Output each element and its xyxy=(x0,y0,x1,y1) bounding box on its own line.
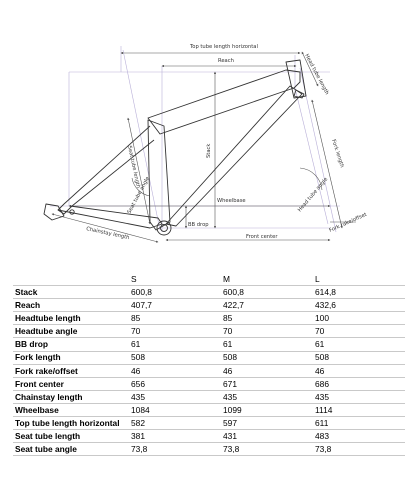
row-label: Headtube length xyxy=(13,312,129,325)
cell-size-s: 73,8 xyxy=(129,443,221,456)
cell-size-s: 656 xyxy=(129,377,221,390)
label-seat-tube-length: Seat tube length xyxy=(126,145,141,189)
cell-size-l: 435 xyxy=(313,390,405,403)
cell-size-s: 381 xyxy=(129,430,221,443)
label-front-center: Front center xyxy=(246,234,278,240)
cell-size-s: 582 xyxy=(129,417,221,430)
frame-outline xyxy=(44,60,306,235)
cell-size-s: 61 xyxy=(129,338,221,351)
row-label: Reach xyxy=(13,299,129,312)
table-header-size-m: M xyxy=(221,273,313,286)
cell-size-m: 597 xyxy=(221,417,313,430)
cell-size-m: 431 xyxy=(221,430,313,443)
top-tube-shape xyxy=(148,70,300,134)
cell-size-m: 61 xyxy=(221,338,313,351)
row-label: BB drop xyxy=(13,338,129,351)
dim-fork-length xyxy=(312,100,342,228)
cell-size-l: 432,6 xyxy=(313,299,405,312)
cell-size-s: 85 xyxy=(129,312,221,325)
table-row xyxy=(13,286,405,299)
cell-size-m: 422,7 xyxy=(221,299,313,312)
row-label: Stack xyxy=(13,286,129,299)
table-row xyxy=(13,325,405,338)
cell-size-l: 61 xyxy=(313,338,405,351)
cell-size-m: 85 xyxy=(221,312,313,325)
cell-size-m: 46 xyxy=(221,364,313,377)
label-head-tube-length: Head tube length xyxy=(303,53,330,96)
seat-stay-shape xyxy=(58,126,154,214)
cell-size-s: 435 xyxy=(129,390,221,403)
cell-size-l: 70 xyxy=(313,325,405,338)
cell-size-m: 600,8 xyxy=(221,286,313,299)
row-label: Fork rake/offset xyxy=(13,364,129,377)
row-label: Wheelbase xyxy=(13,403,129,416)
down-tube-shape xyxy=(166,86,302,226)
cell-size-s: 600,8 xyxy=(129,286,221,299)
label-fork-length: Fork length xyxy=(330,138,345,169)
row-label: Top tube length horizontal xyxy=(13,417,129,430)
table-header-size-s: S xyxy=(129,273,221,286)
cell-size-l: 611 xyxy=(313,417,405,430)
table-row xyxy=(13,430,405,443)
cell-size-l: 100 xyxy=(313,312,405,325)
label-head-tube-angle: Head tube angle xyxy=(296,176,330,214)
cell-size-l: 686 xyxy=(313,377,405,390)
cell-size-l: 483 xyxy=(313,430,405,443)
table-header-size-l: L xyxy=(313,273,405,286)
table-row xyxy=(13,390,405,403)
cell-size-m: 508 xyxy=(221,351,313,364)
chain-stay-shape xyxy=(58,206,162,228)
label-seat-tube-angle: Seat tube angle xyxy=(126,175,152,215)
table-row xyxy=(13,377,405,390)
label-fork-rake-offset: Fork rake/offset xyxy=(328,211,368,234)
cell-size-l: 508 xyxy=(313,351,405,364)
table-row xyxy=(13,299,405,312)
cell-size-m: 70 xyxy=(221,325,313,338)
cell-size-l: 614,8 xyxy=(313,286,405,299)
table-row xyxy=(13,312,405,325)
table-row xyxy=(13,403,405,416)
row-label: Seat tube angle xyxy=(13,443,129,456)
seat-tube-shape xyxy=(148,120,170,230)
cell-size-s: 46 xyxy=(129,364,221,377)
table-row xyxy=(13,417,405,430)
label-stack: Stack xyxy=(206,143,212,158)
cell-size-m: 435 xyxy=(221,390,313,403)
dim-chainstay xyxy=(52,214,158,242)
cell-size-s: 407,7 xyxy=(129,299,221,312)
table-row xyxy=(13,443,405,456)
table-header-row xyxy=(13,273,405,286)
label-chainstay-length: Chainstay length xyxy=(85,226,130,242)
label-reach: Reach xyxy=(218,58,234,64)
row-label: Chainstay length xyxy=(13,390,129,403)
row-label: Headtube angle xyxy=(13,325,129,338)
table-header-label xyxy=(13,273,129,286)
cell-size-m: 1099 xyxy=(221,403,313,416)
table-row xyxy=(13,364,405,377)
cell-size-l: 1114 xyxy=(313,403,405,416)
dimension-lines xyxy=(52,52,356,242)
cell-size-l: 73,8 xyxy=(313,443,405,456)
geometry-table xyxy=(13,273,405,456)
cell-size-s: 508 xyxy=(129,351,221,364)
table-row xyxy=(13,338,405,351)
construction-lines xyxy=(50,46,340,232)
row-label: Front center xyxy=(13,377,129,390)
row-label: Fork length xyxy=(13,351,129,364)
label-top-tube-horizontal: Top tube length horizontal xyxy=(190,44,258,50)
cell-size-s: 1084 xyxy=(129,403,221,416)
table-row xyxy=(13,351,405,364)
label-bb-drop: BB drop xyxy=(188,222,209,228)
cell-size-m: 73,8 xyxy=(221,443,313,456)
row-label: Seat tube length xyxy=(13,430,129,443)
cell-size-m: 671 xyxy=(221,377,313,390)
cell-size-s: 70 xyxy=(129,325,221,338)
label-wheelbase: Wheelbase xyxy=(217,198,246,204)
cell-size-l: 46 xyxy=(313,364,405,377)
